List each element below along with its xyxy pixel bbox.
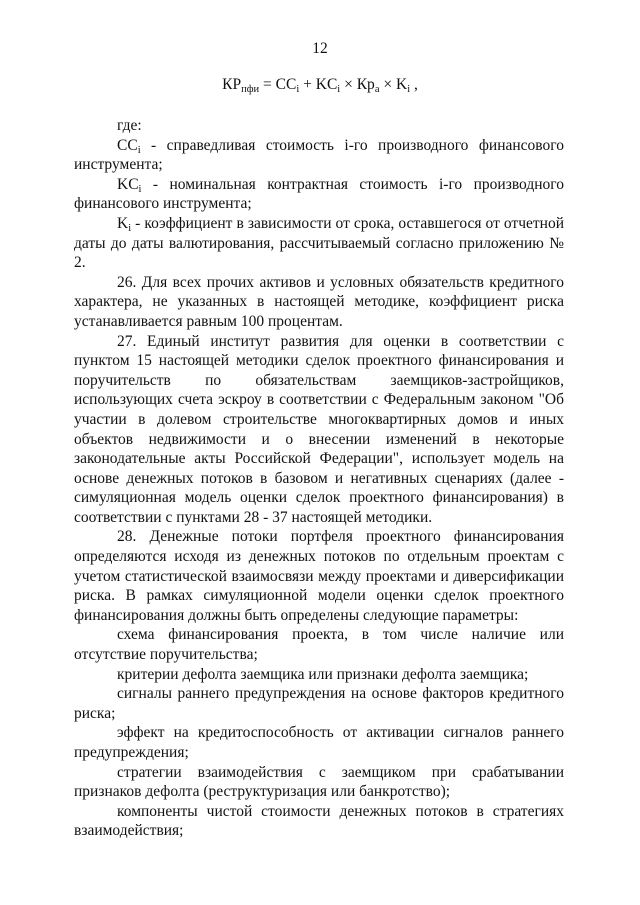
formula-end: , bbox=[410, 76, 418, 93]
definition-k bbox=[74, 214, 564, 273]
list-item: компоненты чистой стоимости денежных потоков в стратегиях взаимодействия; bbox=[74, 802, 564, 840]
paragraph-26: 26. Для всех прочих активов и условных обязательств кредитного характера, не указанных в настоящей методике, коэффициент риска устанавливается равным 100 процентам. bbox=[74, 273, 564, 330]
paragraph-28: 28. Денежные потоки портфеля проектного финансирования определяются исходя из денежных потоков по отдельным проектам с учетом статистической взаимосвязи между проектами и диверсификации риска. В рамках симуляционной модели оценки сделок проектного финансирования должны быть определены следующие параметры: bbox=[74, 528, 564, 624]
list-item: эффект на кредитоспособность от активации сигналов раннего предупреждения; bbox=[74, 724, 564, 761]
formula-term-k-sub: i bbox=[407, 84, 411, 95]
body-text bbox=[74, 116, 564, 841]
formula-lhs-sub: пфи bbox=[241, 84, 260, 95]
formula-term-k: K bbox=[395, 76, 408, 93]
formula-times: × bbox=[340, 76, 357, 93]
list-item: критерии дефолта заемщика или признаки дефолта заемщика; bbox=[117, 665, 529, 683]
definition-symbol: CC bbox=[117, 136, 138, 154]
definition-text: - коэффициент в зависимости от срока, оставшегося от отчетной даты до даты валютирования, рассчитываемый согласно приложению № 2. bbox=[74, 214, 564, 272]
list-item: схема финансирования проекта, в том числе наличие или отсутствие поручительства; bbox=[74, 626, 564, 664]
formula-equals: = bbox=[259, 76, 276, 93]
list-item: стратегии взаимодействия с заемщиком при срабатывании признаков дефолта (реструктуризация или банкротство); bbox=[74, 763, 564, 801]
definition-symbol-sub: i bbox=[137, 144, 141, 156]
definition-text: - справедливая стоимость i-го производного финансового инструмента; bbox=[74, 136, 564, 174]
definition-cc bbox=[74, 136, 564, 175]
formula-plus: + bbox=[299, 76, 316, 93]
definition-symbol-sub: i bbox=[138, 183, 142, 195]
formula bbox=[0, 76, 640, 94]
formula-times: × bbox=[379, 76, 396, 93]
definition-kc bbox=[74, 175, 564, 214]
where-label: где: bbox=[117, 117, 142, 134]
formula-term-cc: CC bbox=[275, 76, 297, 93]
formula-term-kr-sub: a bbox=[374, 84, 380, 95]
definition-symbol: K bbox=[117, 214, 129, 232]
formula-term-kc-sub: i bbox=[337, 84, 341, 95]
list-item: сигналы раннего предупреждения на основе факторов кредитного риска; bbox=[74, 685, 564, 722]
definition-symbol-sub: i bbox=[128, 222, 132, 234]
page-number: 12 bbox=[312, 40, 328, 57]
definition-text: - номинальная контрактная стоимость i-го производного финансового инструмента; bbox=[74, 175, 564, 213]
formula-term-cc-sub: i bbox=[296, 84, 300, 95]
formula-term-kc: KC bbox=[315, 76, 338, 93]
formula-term-kr: Кр bbox=[356, 76, 375, 93]
definition-symbol: KC bbox=[117, 175, 139, 193]
formula-lhs: КР bbox=[222, 76, 242, 93]
paragraph-27: 27. Единый институт развития для оценки в соответствии с пунктом 15 настоящей методики сделок проектного финансирования и поручительств по обязательствам заемщиков-застройщиков, использующих счета эскроу в соответствии с Федеральным законом "Об участии в долевом строительстве многоквартирных домов и иных объектов недвижимости и о внесении изменений в некоторые законодательные акты Российской Федерации", использует модель на основе денежных потоков в базовом и негативных сценариях (далее - симуляционная модель оценки сделок проектного финансирования) в соответствии с пунктами 28 - 37 настоящей методики. bbox=[74, 332, 564, 526]
